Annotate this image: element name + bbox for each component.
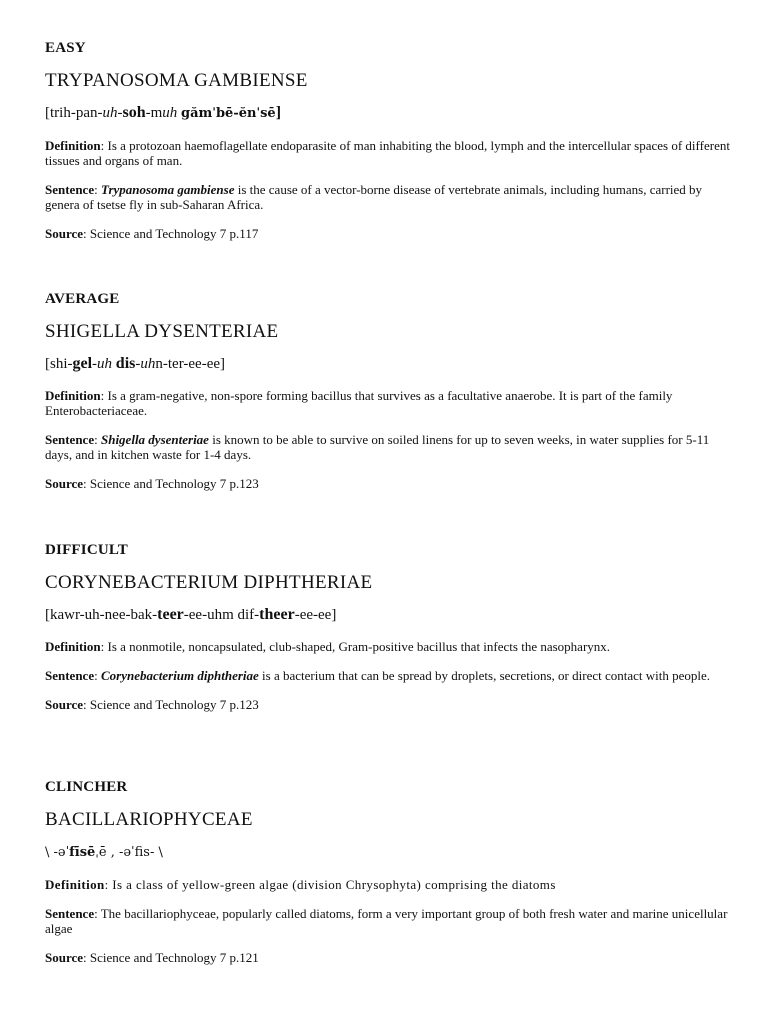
pronunciation: [kawr-uh-nee-bak-teer-ee-uhm dif-theer-ee-ee] <box>45 606 337 623</box>
difficulty-level: CLINCHER <box>45 779 128 795</box>
source: Source: Science and Technology 7 p.117 <box>45 226 259 241</box>
difficulty-level: AVERAGE <box>45 291 120 307</box>
definition: Definition: Is a nonmotile, noncapsulated, club-shaped, Gram-positive bacillus that infects the nasopharynx. <box>45 639 611 654</box>
entry-easy <box>45 39 735 241</box>
definition: Definition: Is a protozoan haemoflagellate endoparasite of man inhabiting the blood, lymph and the intercellular spaces of different tissues and organs of man. <box>45 138 730 168</box>
sentence: Sentence: Shigella dysenteriae is known to be able to survive on soiled linens for up to seven weeks, in water supplies for 5-11 days, and in kitchen waste for 1-4 days. <box>45 432 710 462</box>
pronunciation: [shi-gel-uh dis-uhn-ter-ee-ee] <box>45 355 226 372</box>
sentence: Sentence: Trypanosoma gambiense is the cause of a vector-borne disease of vertebrate animals, including humans, carried by genera of tsetse fly in sub-Saharan Africa. <box>45 182 703 212</box>
difficulty-level: EASY <box>45 40 86 56</box>
pronunciation: [trih-pan-uh-soh-muh gămˈbē-ĕnˈsē] <box>45 104 282 121</box>
definition: Definition: Is a class of yellow-green algae (division Chrysophyta) comprising the diatoms <box>45 877 556 892</box>
sentence: Sentence: The bacillariophyceae, popularly called diatoms, form a very important group of both fresh water and marine unicellular algae <box>45 906 728 936</box>
sentence: Sentence: Corynebacterium diphtheriae is a bacterium that can be spread by droplets, secretions, or direct contact with people. <box>45 668 711 683</box>
pronunciation: \ -əˈfīsēˌē , -əˈfis- \ <box>45 845 163 860</box>
source: Source: Science and Technology 7 p.121 <box>45 950 259 965</box>
term-title: TRYPANOSOMA GAMBIENSE <box>45 70 308 91</box>
entry-difficult <box>45 541 735 712</box>
source: Source: Science and Technology 7 p.123 <box>45 476 259 491</box>
term-title: BACILLARIOPHYCEAE <box>45 809 253 830</box>
entry-clincher <box>45 778 735 965</box>
term-title: SHIGELLA DYSENTERIAE <box>45 321 279 342</box>
entry-average <box>45 290 735 491</box>
difficulty-level: DIFFICULT <box>45 542 128 558</box>
definition: Definition: Is a gram-negative, non-spore forming bacillus that survives as a facultative anaerobe. It is part of the family Enterobacteriaceae. <box>45 388 673 418</box>
source: Source: Science and Technology 7 p.123 <box>45 697 259 712</box>
term-title: CORYNEBACTERIUM DIPHTHERIAE <box>45 572 373 593</box>
